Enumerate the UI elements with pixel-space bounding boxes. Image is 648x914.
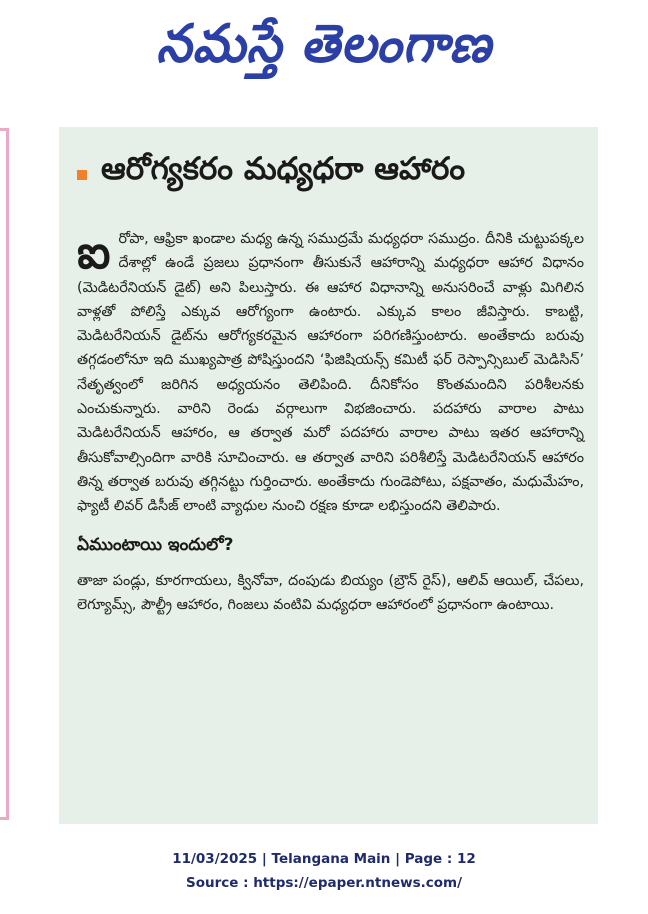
- article-body: [77, 227, 584, 519]
- masthead: [0, 0, 648, 100]
- footer-date-line: 11/03/2025 | Telangana Main | Page : 12: [172, 851, 476, 867]
- footer-source-line: Source : https://epaper.ntnews.com/: [185, 875, 463, 891]
- newspaper-logo: నమస్తే తెలంగాణ: [156, 12, 492, 74]
- article-subheading: ఏముంటాయి ఇందులో?: [77, 534, 234, 555]
- article-headline: ఆరోగ్యకరం మధ్యధరా ఆహారం: [101, 150, 466, 187]
- article-paragraph: రోపా, ఆఫ్రికా ఖండాల మధ్య ఉన్న సముద్రమే మధ్యధరా సముద్రం. దీనికి చుట్టుపక్కల దేశాల్లో ఉండే ప్రజలు ప్రధానంగా తీసుకునే ఆహారాన్ని మధ్యధరా ఆహార విధానం (మెడిటరేనియన్ డైట్) అని పిలుస్తారు. ఈ ఆహార విధానాన్ని అనుసరించే వాళ్లు మిగిలిన వాళ్లతో పోలిస్తే ఎక్కువ ఆరోగ్యంగా ఉంటారు. ఎక్కువ కాలం జీవిస్తారు. కాబట్టి, మెడిటరేనియన్ డైట్‌ను ఆరోగ్యకరమైన ఆహారంగా పరిగణిస్తుంటారు. అంతేకాదు బరువు తగ్గడంలోనూ ఇది ముఖ్యపాత్ర పోషిస్తుందని ‘ఫిజిషియన్స్ కమిటీ ఫర్ రెస్పాన్సిబుల్ మెడిసిన్’ నేతృత్వంలో జరిగిన అధ్యయనం తెలిపింది. దీనికోసం కొంతమందిని పరిశీలనకు ఎంచుకున్నారు. వారిని రెండు వర్గాలుగా విభజించారు. పదహారు వారాల పాటు మెడిటరేనియన్ ఆహారం, ఆ తర్వాత మరో పదహారు వారాల పాటు ఇతర ఆహారాన్ని తీసుకోవాల్సిందిగా వారికి సూచించారు. ఆ తర్వాత వారిని పరిశీలిస్తే మెడిటరేనియన్ ఆహారం తిన్న తర్వాత బరువు తగ్గినట్టు గుర్తించారు. అంతేకాదు గుండెపోటు, పక్షవాతం, మధుమేహం, ఫ్యాటీ లివర్ డిసీజ్ లాంటి వ్యాధుల నుంచి రక్షణ కూడా లభిస్తుందని తెలిపారు.: [77, 231, 584, 515]
- article-subparagraph: తాజా పండ్లు, కూరగాయలు, క్వినోవా, దంపుడు బియ్యం (బ్రౌన్ రైస్), ఆలివ్ ఆయిల్, చేపలు, లెగ్యూమ్స్, పౌల్ట్రీ ఆహారం, గింజలు వంటివి మధ్యధరా ఆహారంలో ప్రధానంగా ఉంటాయి.: [77, 572, 584, 613]
- headline-row: [77, 143, 584, 201]
- drop-cap: ఐ: [77, 225, 111, 279]
- side-rule: [0, 128, 9, 820]
- article-box: [59, 127, 598, 824]
- bullet-square-icon: [77, 170, 87, 180]
